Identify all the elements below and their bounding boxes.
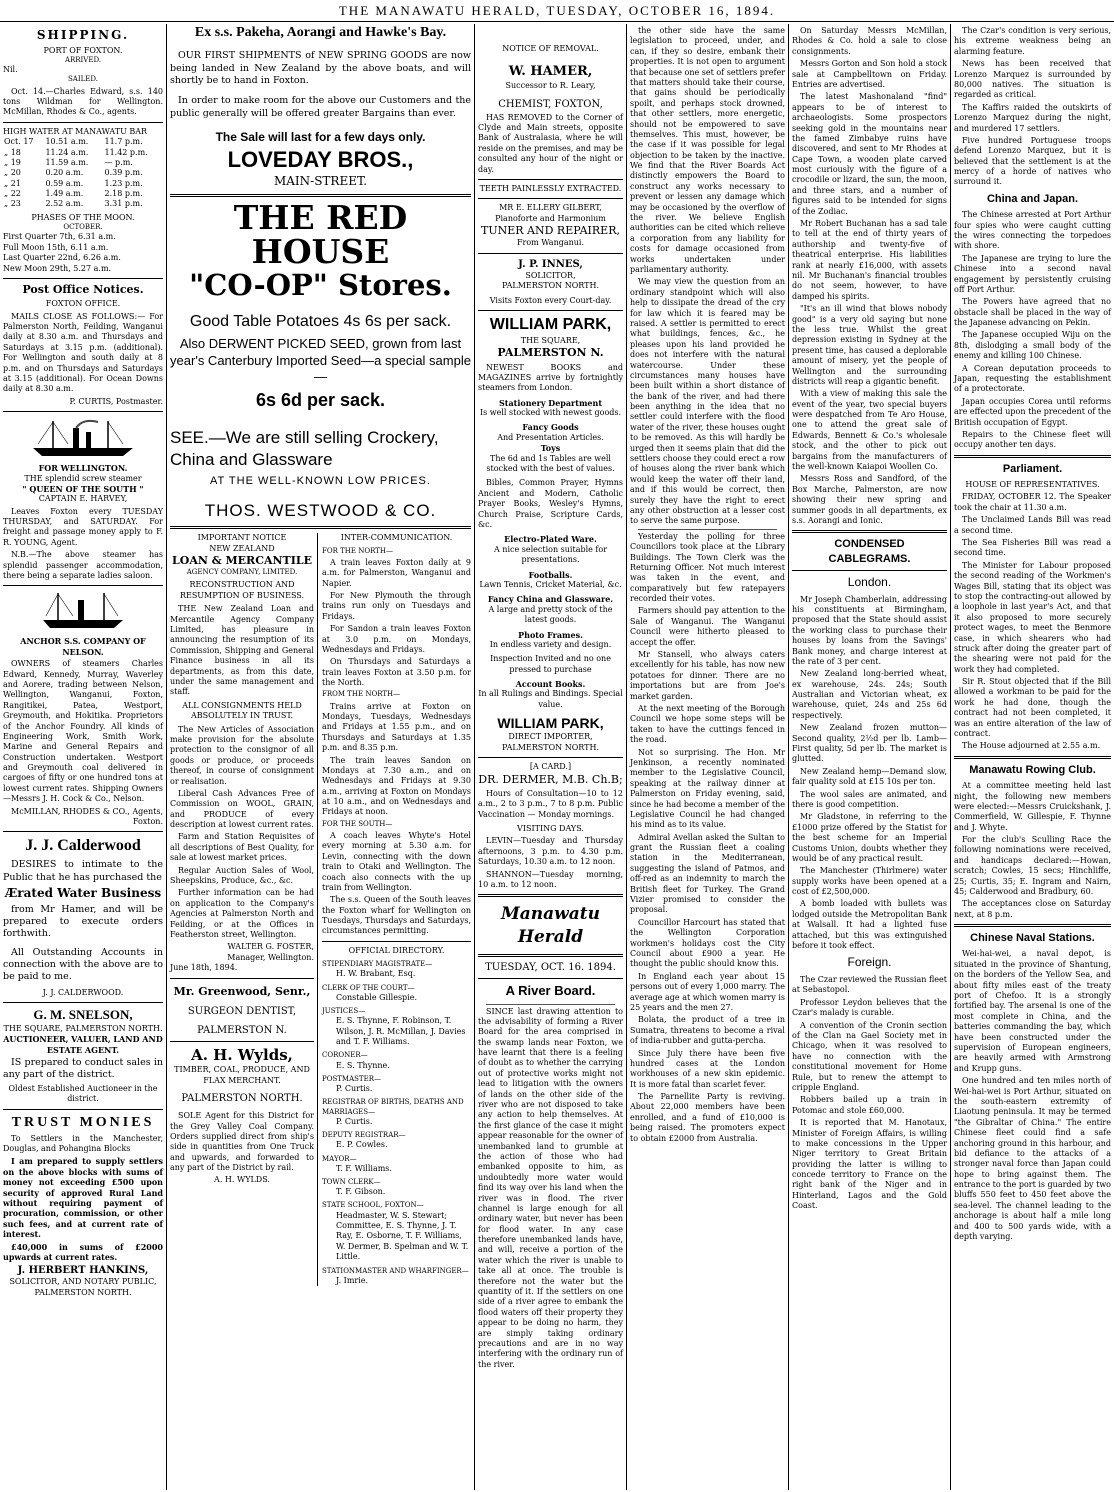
local-6: With a view of making this sale the event of the year, two special buyers were despatched from Te Aro House, one to attend the great sale of Edwards, Bennett & Co.'s wholesale stock, and the other to pick out bargains from the manufacturers of the well-known Kaiapoi Woollen Co.	[792, 389, 947, 472]
moon-phase: New Moon 29th, 5.27 a.m.	[3, 263, 112, 273]
rowing-1: At a committee meeting held last night, the following new members were elected:—Messrs Cruickshank, J. Commerfield, W. Gillespie, F. Thynne and J. Whyte.	[954, 781, 1111, 832]
cable-3: New Zealand frozen mutton—Second quality, 2½d per lb. Lamb—First quality, 5d per lb. The market is glutted.	[792, 723, 947, 764]
greenwood: Mr. Greenwood, Senr.,	[173, 984, 311, 998]
rowing-heading: Manawatu Rowing Club.	[969, 763, 1096, 776]
tide-row	[3, 158, 163, 168]
greenwood-place: PALMERSTON N.	[197, 1024, 287, 1036]
directory-role: POSTMASTER—	[322, 1074, 381, 1083]
innes-visit: Visits Foxton every Court-day.	[489, 295, 612, 305]
from-north-2: The train leaves Sandon on Mondays at 7.30 a.m., and on Wednesdays and Fridays at 9.30 a.m., arriving at Foxton on Mondays at 10 a.m., and on Wednesdays and Fridays at noon.	[322, 755, 471, 817]
directory-name: E. S. Thynne, F. Robinson, T. Wilson, J. R. McMillan, J. Davies and T. F. Williams.	[336, 1016, 466, 1047]
tuner: TUNER AND REPAIRER,	[480, 224, 620, 238]
cable-1: Mr Joseph Chamberlain, addressing his constituents at Birmingham, proposed that the State should assist the working class to purchase their houses by loans from the Savings' Bank money, and charge interest at the rate of 3 per cent.	[792, 594, 947, 666]
directory-name: T. F. Gibson.	[336, 1187, 386, 1197]
loan-text-6: Further information can be had on application to the Company's Agencies at Palmerston North and Feilding, or at the Offices in Featherston street, Wellington.	[170, 888, 314, 939]
directory-role: JUSTICES—	[322, 1007, 366, 1016]
local-2: Messrs Gorton and Son hold a stock sale at Campbelltown on Friday. Entries are advertised.	[792, 59, 947, 89]
inspection: Inspection Invited and no one pressed to purchase	[490, 654, 611, 674]
steamer-icon-2	[38, 590, 128, 634]
parl-4: The Minister for Labour proposed the second reading of the Workmen's Wages Bill, stating that its object was to stop the contracting-out allowed by a loophole in last year's Act, and that it also proposed to more securely protect wages, to meet the Benmore case, in which shearers who had struck after doing the greater part of the shearing were not paid for the work they had completed.	[954, 560, 1111, 674]
parl-3: The Sea Fisheries Bill was read a second time.	[954, 538, 1111, 558]
news-7: Councillor Harcourt has stated that the Wellington Corporation workmen's holidays cost the City Council about £900 a year. He thought the public should know this.	[630, 917, 785, 969]
foreign-4: Robbers bailed up a train in Potomac and stole £60,000.	[792, 1095, 947, 1115]
cable-2: New Zealand long-berried wheat, ex warehouse, 24s. 24s; South Australian and Victorian wheat, ex warehouse, quiet, 24s and 25s 6d respectively.	[792, 669, 947, 720]
post-office-heading: Post Office Notices.	[22, 282, 144, 296]
tide-cell: 11.24 a.m.	[45, 147, 89, 157]
north-1: A train leaves Foxton daily at 9 a.m. for Palmerston, Wanganui and Napier.	[322, 557, 471, 588]
calderwood-title: J. J. Calderwood	[25, 837, 141, 855]
marquez-3: Five hundred Portuguese troops defend Lorenzo Marquez, but it is believed that the settlement is at the mercy of a horde of natives who surround it.	[954, 135, 1111, 187]
directory-role: CORONER—	[322, 1051, 368, 1060]
tide-cell: „ 21	[4, 178, 21, 188]
river-continued-1: the other side have the same legislation to proceed, under, and can, if they so desire, embank their properties. It is not open to argument that because one set of settlers prefer that matters should take their course, that gains should be periodically spoilt, and perhaps stock drowned, that other settlers, more energetic, should not be empowered to save themselves. This must, however, be the case if it was possible for legal objection to be taken by the inactive. We find that the River Boards Act distinctly empowers the Board to construct any works necessary to prevent or lessen any damage which may be occasioned by the overflow of the river. We believe English authorities can be cited which relieve a corporation from any liability for costs for damage occasioned from works undertaken under parliamentary authority.	[630, 26, 785, 274]
port-heading: PORT OF FOXTON.	[43, 45, 123, 55]
park2-place: PALMERSTON NORTH.	[501, 742, 599, 752]
trust-text-2: I am prepared to supply settlers on the above blocks with sums of money not exceeding £500 upon security of approved Rural Land without requiring payment of procuration, commission, or other such fees, and at current rate of interest.	[3, 1156, 163, 1240]
cable-7: The Manchester (Thirlmere) water supply works have been opened at a cost of £2,500,000.	[792, 866, 947, 897]
london-heading: London.	[847, 574, 892, 589]
anchor-text: OWNERS of steamers Charles Edward, Kennedy, Murray, Waverley and Aorere, trading between Nelson, Wellington, Wanganui, Foxton, Rangitikei, Patea, Westport, Greymouth, and Hokitika. Proprietors of the Anchor Foundry. All kinds of Engineering Work, Smith Work, Marine and General Repairs and Construction undertaken. Westport and Greymouth coal delivered in cargoes of fifty or one hundred tons at lowest current rates. Shipping Owners—Messrs J. H. Cock & Co., Nelson.	[3, 659, 163, 804]
reconstruction: RECONSTRUCTION AND RESUMPTION OF BUSINESS.	[179, 580, 305, 600]
from-north-1: Trains arrive at Foxton on Mondays, Tuesdays, Wednesdays and Fridays at 1.55 p.m., and on Thursdays and Saturdays at 1.35 p.m. and 8.35 p.m.	[322, 701, 471, 753]
trust-text-1: To Settlers in the Manchester, Douglas, and Pohangina Blocks	[3, 1133, 163, 1154]
cj-3: The Powers have agreed that no obstacle shall be placed in the way of the Japanese advancing on Pekin.	[954, 297, 1111, 328]
cj-6: Japan occupies Corea until reforms are effected upon the precedent of the British occupation of Egypt.	[954, 396, 1111, 427]
parl-1: FRIDAY, OCTOBER 12. The Speaker took the chair at 11.30 a.m.	[954, 492, 1111, 512]
red-house-title: THE RED HOUSE	[233, 197, 408, 272]
derwent: Also DERWENT PICKED SEED, grown from last year's Canterbury Imported Seed—a special sample—	[170, 335, 471, 385]
moon-phase: First Quarter 7th, 6.31 a.m.	[3, 232, 116, 242]
sailed-text: Oct. 14.—Charles Edward, s.s. 140 tons Wildman for Wellington. McMillan, Rhodes & Co., agents.	[3, 86, 163, 117]
parl-6: The House adjourned at 2.55 a.m.	[962, 741, 1101, 751]
captain: CAPTAIN E. HARVEY,	[38, 494, 128, 504]
masthead: THE MANAWATU HERALD, TUESDAY, OCTOBER 16, 1894.	[0, 0, 1114, 22]
bibles: Bibles, Common Prayer, Hymns Ancient and Modern, Catholic Prayer Books, Wesley's Hymns, Church Praise, Scripture Cards, &c.	[478, 478, 623, 529]
news-4: At the next meeting of the Borough Council we hope some steps will be taken to have the cuttings fenced in the road.	[630, 704, 785, 745]
park-place: PALMERSTON N.	[497, 346, 604, 360]
directory-role: STATIONMASTER AND WHARFINGER—	[322, 1266, 469, 1275]
tide-cell: 0.59 a.m.	[45, 178, 84, 188]
tide-cell: 1.49 a.m.	[45, 189, 84, 199]
arrived-text: Nil.	[3, 65, 18, 75]
column-4	[626, 24, 788, 1490]
wylds-sign: A. H. WYLDS.	[214, 1175, 270, 1185]
post-office-text: MAILS CLOSE AS FOLLOWS:— For Palmerston North, Feilding, Wanganui daily at 8.30 a.m. and Thursdays and Saturdays at 3.15 p.m. (additional). For Wellington and south daily at 8 p.m. and on Thursdays and Saturdays at 3.15 (additional). For Ocean Downs daily at 8.30 a.m.	[3, 311, 163, 394]
tide-cell: 10.51 a.m.	[45, 137, 89, 147]
park2-name: WILLIAM PARK,	[497, 715, 604, 732]
shannon: SHANNON—Tuesday morning, 10 a.m. to 12 noon.	[478, 869, 623, 890]
high-water-heading: HIGH WATER AT MANAWATU BAR	[3, 126, 148, 136]
toys: Toys	[540, 443, 561, 454]
electro: Electro-Plated Ware.	[504, 534, 597, 545]
column-6	[950, 24, 1114, 1490]
river-board-text: SINCE last drawing attention to the advisability of forming a River Board for the area comprised in the swamp lands near Foxton, we have learnt that there is a feeling of doubt as to whether the carrying out of protective works might not lead to litigation with the owners of lands on the other side of the river who are not disposed to take any action to help themselves. At the first glance of the case it might appear reasonable for the owner of unembanked land to grumble at the action of those who had embanked opposite to him, as undoubtedly more water would find its way over his land when the river was in flood. The river channel is large enough for all ordinary water, but never has been for flood water. In any case therefore unembanked lands have, and will, receive a portion of the water which the river is unable to take all at once. The trouble is therefore not the water but the quantity of it. If the settlers on one side of a river agree to embank the flood waters off their property they appear to be doing no harm, they are simply taking ordinary precautions and are in no way interfering with the ordinary run of the river.	[478, 1006, 623, 1369]
tide-cell: „ 20	[4, 168, 21, 178]
moon-month: OCTOBER.	[63, 223, 103, 232]
fancy-text: And Presentation Articles.	[497, 432, 604, 442]
rowing-2: For the club's Sculling Race the following nominations were received, and handicaps declared:—Howan, scratch; Cowles, 15 secs; Hinchliffe, 25; Curtis, 35; E. Ingram and Nairn, 45; Calderwood and Bradbury, 60.	[954, 835, 1111, 897]
directory-name: E. S. Thynne.	[336, 1060, 390, 1070]
loan-text-3: Liberal Cash Advances Free of Commission on WOOL, GRAIN, and PRODUCE of every description at lowest current rates.	[170, 788, 314, 830]
calderwood-sign: J. J. CALDERWOOD.	[42, 987, 124, 997]
hamer-name: W. HAMER,	[508, 64, 593, 80]
loan-mercantile: LOAN & MERCANTILE	[172, 554, 312, 568]
tide-cell: — p.m.	[104, 157, 133, 167]
ex-ss-heading: Ex s.s. Pakeha, Aorangi and Hawke's Bay.	[194, 25, 447, 40]
account-books: Account Books.	[515, 679, 586, 690]
tide-cell: „ 19	[4, 157, 21, 167]
tide-table	[3, 137, 163, 210]
china-glassware: Fancy China and Glassware.	[487, 594, 614, 605]
tide-cell: 2.18 p.m.	[104, 189, 143, 199]
innes: J. P. INNES,	[518, 258, 583, 270]
important-notice: IMPORTANT NOTICE	[197, 533, 287, 543]
directory-name: Headmaster, W. S. Stewart; Committee, E. S. Thynne, J. T. Ray, E. Osborne, T. F. Williams, W. Dermer, B. Spelman and W. T. Little.	[336, 1210, 469, 1262]
hankins-name: J. HERBERT HANKINS,	[17, 1265, 149, 1277]
price: 6s 6d per sack.	[255, 390, 386, 411]
account-text: In all Rulings and Bindings. Special value.	[478, 689, 623, 709]
foreign-2: Professor Leydon believes that the Czar's malady is curable.	[792, 997, 947, 1018]
tide-cell: 0.39 p.m.	[104, 168, 143, 178]
anchor-agents: McMILLAN, RHODES & CO., Agents, Foxton.	[11, 806, 163, 827]
dermer: DR. DERMER, M.B. Ch.B;	[478, 772, 623, 786]
aerated-water: Ærated Water Business	[4, 885, 162, 900]
tide-cell: 11.7 p.m.	[104, 137, 143, 147]
foreign-heading: Foreign.	[847, 955, 892, 970]
ex-ss-text-1: OUR FIRST SHIPMENTS of NEW SPRING GOODS are now being landed in New Zealand by the above boats, and will shortly be to hand in Foxton.	[170, 50, 471, 86]
steamer-intro: THE splendid screw steamer	[24, 473, 142, 483]
football-text: Lawn Tennis, Cricket Material, &c.	[479, 579, 622, 589]
queen-nb: N.B.—The above steamer has splendid passenger accommodation, there being a separate ladies saloon.	[3, 550, 163, 581]
column-2	[166, 24, 474, 1490]
directory-role: MAYOR—	[322, 1154, 357, 1163]
queen-of-the-south: " QUEEN OF THE SOUTH "	[22, 483, 144, 494]
directory-name: Constable Gillespie.	[336, 992, 417, 1002]
see-crockery: SEE.—We are still selling Crockery, China and Glassware	[170, 427, 439, 469]
news-5: Not so surprising. The Hon. Mr Jenkinson, a recently nominated member to the Legislative Council, speaking at the railway dinner at Palmerston on Friday evening, said, since he had become a member of the Legislative Council he had changed his mind as to its value.	[630, 747, 785, 830]
moon-heading: PHASES OF THE MOON.	[31, 212, 135, 222]
nz-heading: NEW ZEALAND	[209, 543, 275, 553]
news-11: The Parnellite Party is reviving. About 22,000 members have been enrolled, and a fund of £10,000 is being raised. The promoters expect to obtain £2000 from Australia.	[630, 1092, 785, 1143]
parl-5: Sir R. Stout objected that if the Bill allowed a workman to be paid for the work he had done, though the contract had not been completed, it was an entire alteration of the law of contract.	[954, 677, 1111, 739]
directory-heading: OFFICIAL DIRECTORY.	[348, 945, 445, 955]
local-7: Messrs Ross and Sandford, of the Box Marche, Palmerston, are now showing their new spring and summer goods in all departments, ex s.s. Aorangi and Ionic.	[792, 474, 947, 525]
directory-name: E. P. Cowles.	[336, 1140, 388, 1150]
czar-1: The Czar's condition is very serious, his extreme weakness being an alarming feature.	[954, 26, 1111, 56]
ex-ss-text-2: In order to make room for the above our Customers and the public generally will be offered greater Bargains than ever.	[170, 95, 471, 119]
shipping-heading: SHIPPING.	[36, 28, 130, 42]
wylds-place: PALMERSTON NORTH.	[181, 1093, 303, 1105]
rowing-3: The acceptances close on Saturday next, at 8 p.m.	[954, 899, 1111, 919]
column-1	[0, 24, 166, 1490]
south-2: The s.s. Queen of the South leaves the Foxton wharf for Wellington on Tuesdays, Thursdays and Saturdays, circumstances permitting.	[322, 895, 471, 936]
naval-heading: Chinese Naval Stations.	[970, 932, 1095, 945]
parl-2: The Unclaimed Lands Bill was read a second time.	[954, 515, 1111, 535]
foreign-1: The Czar reviewed the Russian fleet at Sebastopol.	[792, 975, 947, 995]
hankins-role: SOLICITOR, AND NOTARY PUBLIC,	[9, 1277, 157, 1287]
cable-5: The wool sales are animated, and there is good competition.	[792, 789, 947, 809]
news-1: Yesterday the polling for three Councillors took place at the Library Buildings. The Town Clerk was the Returning Officer. Not much interest was taken in the event, and comparatively but few ratepayers recorded their votes.	[630, 531, 785, 604]
park2-role: DIRECT IMPORTER,	[508, 732, 593, 742]
sailed-label: SAILED.	[68, 75, 98, 84]
snelson-oldest: Oldest Established Auctioneer in the district.	[8, 1083, 158, 1104]
directory-role: STIPENDIARY MAGISTRATE—	[322, 960, 433, 969]
directory-name: H. W. Brabant, Esq.	[336, 969, 416, 979]
news-2: Farmers should pay attention to the Sale of Wanganui. The Wanganui Council were hitherto pleased to accept the offer.	[630, 606, 785, 647]
levin: LEVIN—Tuesday and Thursday afternoons, 3 p.m. to 4.30 p.m. Saturdays, 10.30 a.m. to 12 noon.	[478, 836, 623, 867]
park-text: NEWEST BOOKS and MAGAZINES arrive by fortnightly steamers from London.	[478, 362, 623, 393]
wylds-trade: TIMBER, COAL, PRODUCE, AND FLAX MERCHANT.	[174, 1065, 310, 1085]
hamer-successor: Successor to R. Leary,	[505, 81, 596, 91]
post-office-name: FOXTON OFFICE.	[45, 299, 121, 309]
innes-place: PALMERSTON NORTH.	[501, 281, 599, 291]
directory-role: REGISTRAR OF BIRTHS, DEATHS AND MARRIAGES—	[322, 1098, 464, 1116]
south-1: A coach leaves Whyte's Hotel every morning at 5.30 a.m. for Levin, connecting with the down train to Otaki and Wellington. The coach also connects with the up train from Wellington.	[322, 830, 471, 892]
tide-row	[3, 179, 163, 189]
inter-heading: INTER-COMMUNICATION.	[340, 533, 453, 543]
foster-role: Manager, Wellington.	[227, 952, 314, 962]
directory-role: STATE SCHOOL, FOXTON—	[322, 1201, 424, 1210]
park-name: WILLIAM PARK,	[489, 316, 612, 334]
tide-cell: 11.42 p.m.	[104, 147, 148, 157]
potatoes: Good Table Potatoes 4s 6s per sack.	[189, 312, 452, 330]
cj-5: A Corean deputation proceeds to Japan, requesting the establishment of a protectorate.	[954, 363, 1111, 394]
tide-cell: 3.31 p.m.	[104, 199, 143, 209]
cablegrams-heading: CONDENSED CABLEGRAMS.	[828, 538, 911, 565]
foreign-3: A convention of the Cronin section of the Clan na Gael Society met in Chicago, when it was resolved to have no connection with the constitutional movement for Home Rule, but to renew the attempt to cripple England.	[792, 1020, 947, 1092]
cj-4: The Japanese occupied Wiju on the 8th, dislodging a small body of the enemy and killing 100 Chinese.	[954, 330, 1111, 361]
tide-row	[3, 137, 163, 147]
tide-cell: Oct. 17	[4, 137, 34, 147]
card: [A CARD.]	[529, 762, 572, 772]
photo-frames: Photo Frames.	[518, 629, 583, 640]
dermer-text: Hours of Consultation—10 to 12 a.m., 2 to 3 p.m., 7 to 8 p.m. Public Vaccination — Monday mornings.	[478, 788, 623, 819]
anchor-heading: ANCHOR S.S. COMPANY OF NELSON.	[20, 636, 146, 657]
from-north: FROM THE NORTH—	[322, 690, 401, 699]
news-9: Bolata, the product of a tree in Sumatra, threatens to become a rival of india-rubber and gutta-percha.	[630, 1015, 785, 1046]
calderwood-text-1: DESIRES to intimate to the Public that he has purchased the	[3, 859, 163, 883]
innes-role: SOLICITOR,	[525, 270, 576, 280]
snelson-title: G. M. SNELSON,	[33, 1006, 133, 1022]
local-3: The latest Mashonaland "find" appears to be of interest to archaeologists. Some prospectors seeking gold in the mountains near the famed Zimbabye ruins have discovered, and sent to Mr Rhodes at Cape Town, a wooden plate carved most curiously with the figure of a crocodile or lizard, the sun, the moon, and three stars, and a number of figures said to be intended for signs of the Zodiac.	[792, 92, 947, 216]
local-1: On Saturday Messrs McMillan, Rhodes & Co. hold a sale to close consignments.	[792, 26, 947, 56]
coop-stores: "CO-OP" Stores.	[189, 267, 452, 302]
local-5: "It's an ill wind that blows nobody good" is a very old saying but none the less true. Whilst the great depression existing in Sydney at the present time, has caused a deplorable amount of misery, yet the people of Wellington and the surrounding districts will reap a gigantic benefit.	[792, 304, 947, 386]
news-10: Since July there have been five hundred cases at the London workhouses of a new skin epidemic. It is more fatal than scarlet fever.	[630, 1048, 785, 1089]
photo-text: In endless variety and design.	[489, 639, 612, 649]
for-north: FOR THE NORTH—	[322, 546, 393, 555]
herald-date: TUESDAY, OCT. 16. 1894.	[485, 961, 616, 973]
surgeon-dentist: SURGEON DENTIST,	[187, 1005, 297, 1017]
local-4: Mr Robert Buchanan has a sad tale to tell at the end of thirty years of authorship and twenty-five of theatrical enterprise. His liabilities rank at nearly £16,000, with assets nil. Mr Buchanan's financial troubles do not seem, however, to have damped his spirits.	[792, 219, 947, 301]
directory-name: T. F. Williams.	[336, 1163, 392, 1173]
visiting-days: VISITING DAYS.	[517, 824, 584, 834]
gilbert: MR E. ELLERY GILBERT, Pianoforte and Harmonium	[495, 203, 606, 223]
removal-notice: NOTICE OF REMOVAL.	[502, 44, 599, 53]
steamer-icon	[28, 416, 138, 461]
loan-text-5: Regular Auction Sales of Wool, Sheepskins, Produce, &c., &c.	[170, 865, 314, 886]
herald-title: Manawatu Herald	[500, 904, 601, 947]
westwood: THOS. WESTWOOD & CO.	[204, 501, 437, 521]
tide-cell: 0.20 a.m.	[45, 168, 84, 178]
river-board-heading: A River Board.	[505, 982, 596, 998]
tide-cell: „ 18	[4, 147, 21, 157]
cable-6: Mr Gladstone, in referring to the £1000 prize offered by the Statist for the best scheme for an Imperial Customs Union, doubts whether they would be of any practical result.	[792, 812, 947, 863]
directory-role: CLERK OF THE COURT—	[322, 983, 415, 992]
china-text: A large and pretty stock of the latest goods.	[488, 604, 613, 625]
news-3: Mr Stansell, who always caters excellently for his table, has now new potatoes for dinner. There are no importations but are from Joe's market garden.	[630, 650, 785, 701]
column-5	[788, 24, 950, 1490]
teeth: TEETH PAINLESSLY EXTRACTED.	[479, 184, 622, 194]
naval-1: Wei-hai-wei, a naval depot, is situated in the province of Shantung, on the borders of the Yellow Sea, and about fifty miles east of the treaty port of Chefoo. It is a strongly fortified bay. The arsenal is one of the most complete in China, and the batteries commanding the bay, which have been constructed under the supervision of European engineers, are heavily armed with Armstrong and Krupp guns.	[954, 949, 1111, 1073]
snelson-text: IS prepared to conduct sales in any part of the district.	[3, 1057, 163, 1081]
tide-cell: „ 22	[4, 189, 21, 199]
loan-text-1: THE New Zealand Loan and Mercantile Agency Company Limited, has pleasure in announcing the resumption of its Commission, Shipping and General Finance business in all its departments, as from this date, under the same management and staff.	[170, 604, 314, 697]
directory-name: J. Imrie.	[336, 1275, 369, 1285]
foster: WALTER G. FOSTER,	[227, 942, 314, 952]
cj-7: Repairs to the Chinese fleet will occupy another ten days.	[954, 429, 1111, 450]
marquez-1: News has been received that Lorenzo Marquez is surrounded by 80,000 natives. The situation is regarded as critical.	[954, 59, 1111, 100]
for-wellington: FOR WELLINGTON.	[38, 463, 128, 474]
china-japan-heading: China and Japan.	[986, 192, 1079, 205]
footballs: Footballs.	[528, 569, 573, 580]
stationery-text: Is well stocked with newest goods.	[479, 408, 622, 418]
agency: AGENCY COMPANY, LIMITED.	[186, 568, 298, 577]
tide-cell: „ 23	[4, 199, 21, 209]
tide-cell: 2.52 a.m.	[45, 199, 84, 209]
electro-text: A nice selection suitable for presentations.	[493, 544, 608, 565]
park-square: THE SQUARE,	[520, 335, 581, 345]
postmaster: P. CURTIS, Postmaster.	[69, 396, 163, 406]
loveday-address: MAIN-STREET.	[273, 174, 368, 189]
stationery: Stationery Department	[498, 397, 603, 408]
hamer-text: HAS REMOVED to the Corner of Clyde and Main streets, opposite Bank of Australasia, where he will reside on the premises, and may be consulted any hour of the night or day.	[478, 112, 623, 174]
news-6: Admiral Avellan asked the Sultan to grant the Russian fleet a coaling station in the Mediterranean, suggesting the island of Patmos, and off-red as an indemnity to march the British fleet for Turkey. The Grand Vizier promised to consider the proposal.	[630, 832, 785, 915]
cable-8: A bomb loaded with bullets was lodged outside the Metropolitan Bank at Walsall. It had a lighted fuse attached, but this was extinguished before it took effect.	[792, 899, 947, 951]
marquez-2: The Kaffirs raided the outskirts of Lorenzo Marquez during the night, and murdered 17 settlers.	[954, 102, 1111, 133]
foster-date: June 18th, 1894.	[170, 963, 238, 973]
tide-cell: 1.23 p.m.	[104, 178, 143, 188]
house-heading: HOUSE OF REPRESENTATIVES.	[965, 480, 1100, 490]
low-prices: AT THE WELL-KNOWN LOW PRICES.	[210, 474, 431, 487]
south-train: For Sandon a train leaves Foxton at 3.0 p.m. on Mondays, Wednesdays and Fridays.	[322, 624, 471, 654]
column-3	[474, 24, 626, 1490]
directory-list	[322, 960, 471, 1286]
moon-phase: Full Moon 15th, 6.11 a.m.	[3, 242, 109, 252]
river-continued-2: We may view the question from an ordinary standpoint which will also help to dissipate the dread of the cry for law which it is feared may be raised. A settler is permitted to erect what buildings, fences, &c., he pleases upon his land provided he does not interfere with the natural watercourse. Under these circumstances many houses have been built within a short distance of the bank of the river, and had there been anything in the idea that no settler could interfere with the flood water of the river, these houses ought to be removed. As this will hardly be urged then it seems plain that did the settlers choose they could erect a row of houses along the river bank which would keep the water off their land, and if this would be correct, then surely they have the right to erect any other obstruction at a lesser cost to serve the same purpose.	[630, 277, 785, 526]
tide-row	[3, 168, 163, 178]
naval-2: One hundred and ten miles north of Wei-hai-wei is Port Arthur, situated on the south-eastern extremity of Liaotung peninsula. It may be termed "the Gibraltar of China." The entire Chinese fleet could find a safe anchoring ground in this harbour, and bid defiance to the attacks of a stronger naval force than Japan could hope to bring against them. The entrance to the port is guarded by two bluffs 550 feet to 450 feet above the sea-level. The channel leading to the anchorage is about half a mile long and 400 to 500 yards wide, with a depth varying.	[954, 1076, 1111, 1242]
hankins-place: PALMERSTON NORTH.	[34, 1287, 132, 1297]
trust-text-3: £40,000 in sums of £2000 upwards at current rates.	[3, 1241, 163, 1262]
for-south: FOR THE SOUTH—	[322, 819, 393, 828]
calderwood-text-2: from Mr Hamer, and will be prepared to execute orders forthwith.	[3, 903, 163, 940]
loan-text-4: Farm and Station Requisites of all descriptions of Best Quality, for sale at lowest market prices.	[170, 832, 314, 863]
directory-name: P. Curtis.	[336, 1116, 373, 1126]
loan-text-2: The New Articles of Association make provision for the absolute protection to the consignor of all goods or produce, or proceeds thereof, in course of consignment or realisation.	[170, 724, 314, 786]
trust-monies-title: TRUST MONIES	[11, 1114, 155, 1130]
directory-name: P. Curtis.	[336, 1084, 373, 1094]
arrived-label: ARRIVED.	[64, 55, 102, 64]
calderwood-text-3: All Outstanding Accounts in connection with the above are to be paid to me.	[3, 946, 163, 983]
moon-list	[3, 232, 163, 274]
toys-text: The 6d and 1s Tables are well stocked with the best of values.	[486, 453, 615, 474]
snelson-role: AUCTIONEER, VALUER, LAND AND ESTATE AGENT.	[3, 1034, 163, 1055]
directory-role: DEPUTY REGISTRAR—	[322, 1131, 406, 1140]
cable-4: New Zealand hemp—Demand slow, fair quality sold at £15 10s per ton.	[792, 766, 947, 787]
saturday-train: On Thursdays and Saturdays a train leaves Foxton at 3.50 p.m. for the North.	[322, 657, 471, 688]
parliament-heading: Parliament.	[1002, 462, 1063, 475]
tuner-from: From Wanganui.	[516, 238, 585, 248]
foreign-5: It is reported that M. Hanotaux, Minister of Foreign Affairs, is willing to make concessions in the Upper Niger territory to Great Britain providing the latter is willing to concede territory to France on the right bank of the Niger and in Hinterland, Lagos and the Gold Coast.	[792, 1118, 947, 1211]
snelson-address: THE SQUARE, PALMERSTON NORTH.	[3, 1023, 163, 1033]
queen-text: Leaves Foxton every TUESDAY THURSDAY, and SATURDAY. For freight and passage money apply to F. R. YOUNG, Agent.	[3, 506, 163, 547]
tide-cell: 11.59 a.m.	[45, 157, 89, 167]
consignments: ALL CONSIGNMENTS HELD ABSOLUTELY IN TRUST.	[182, 700, 302, 721]
loveday-bros: LOVEDAY BROS.,	[227, 146, 414, 172]
wylds: A. H. Wylds,	[191, 1045, 293, 1064]
wylds-text: SOLE Agent for this District for the Grey Valley Coal Company. Orders supplied direct from ship's side in quantities from One Truck and upwards, and forwarded to any part of the District by rail.	[170, 1111, 314, 1173]
cj-1: The Chinese arrested at Port Arthur four spies who were caught cutting the wires connecting the torpedoes with shore.	[954, 210, 1111, 251]
directory-role: TOWN CLERK—	[322, 1178, 381, 1186]
news-8: In England each year about 15 persons out of every 1,000 marry. The average age at which women marry is 25 years and the men 27.	[630, 971, 785, 1012]
tide-row	[3, 199, 163, 209]
cj-2: The Japanese are trying to lure the Chinese into a second naval engagement by persistently cruising off Port Arthur.	[954, 253, 1111, 294]
tide-row	[3, 189, 163, 199]
tide-row	[3, 148, 163, 158]
moon-phase: Last Quarter 22nd, 6.26 a.m.	[3, 253, 121, 263]
sale-notice: The Sale will last for a few days only.	[215, 129, 426, 144]
chemist: CHEMIST, FOXTON,	[498, 98, 603, 110]
north-2: For New Plymouth the through trains run only on Tuesdays and Fridays.	[322, 590, 471, 621]
fancy-goods: Fancy Goods	[522, 422, 579, 433]
